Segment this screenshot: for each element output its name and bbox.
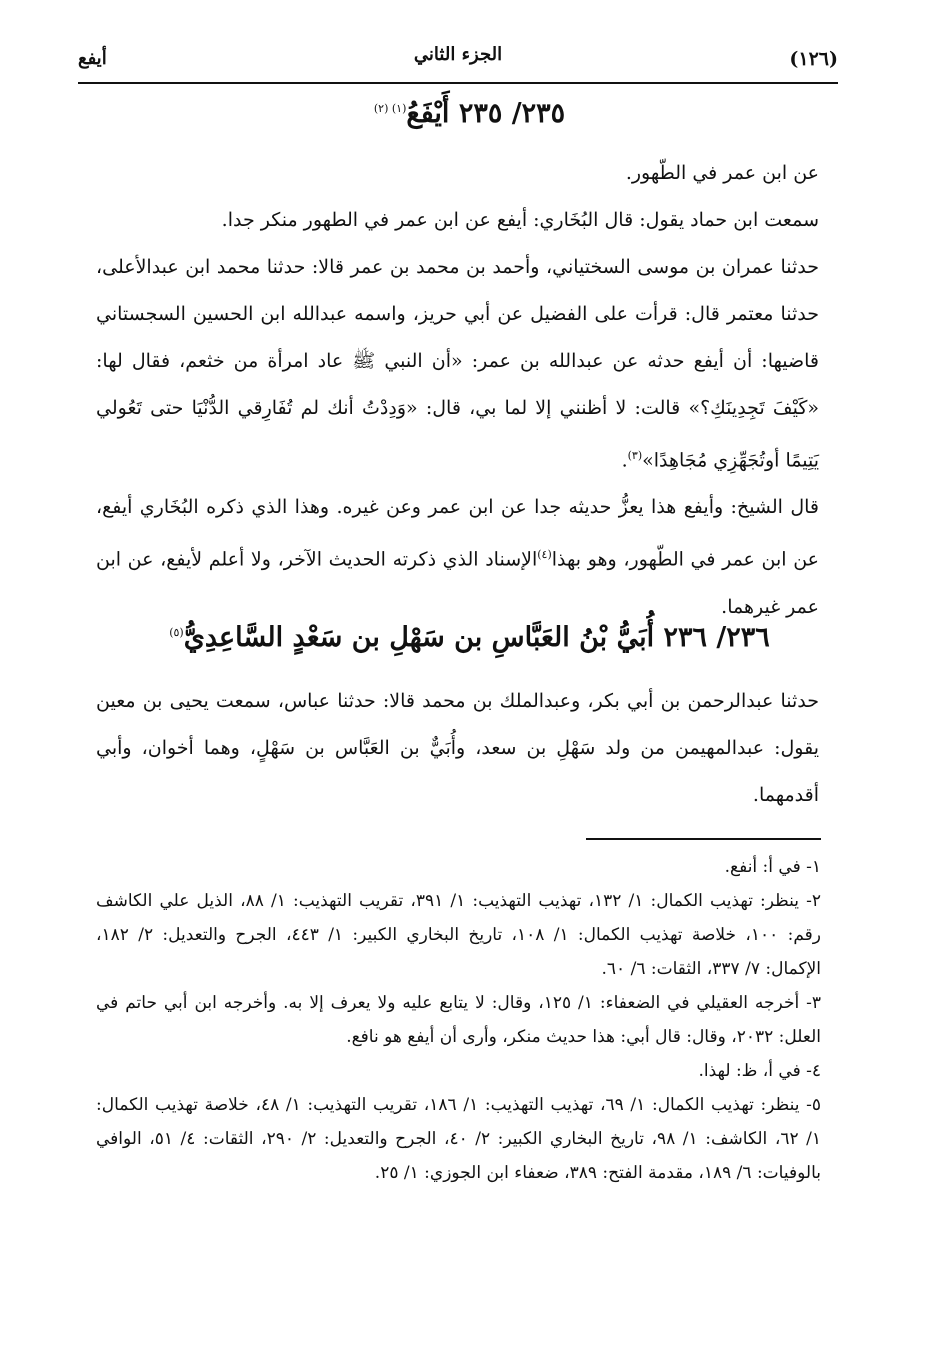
entry-236-title	[80, 622, 859, 653]
entry-235-paragraph-4	[96, 484, 819, 630]
entry-235-title	[80, 98, 859, 129]
footnotes	[96, 850, 821, 1190]
entry-235-paragraph-4-text-a: قال الشيخ: وأيفع هذا يعزُّ حديثه جدا عن ابن عمر وعن غيره. وهذا الذي ذكره البُخَاري أيفع، عن ابن عمر في الطّهور، وهو بهذا	[96, 496, 819, 571]
entry-235-paragraph-3-end: .	[621, 449, 628, 472]
footnote-separator	[586, 838, 821, 840]
footnote-ref-4: (٤)	[537, 548, 552, 562]
footnote-3: ٣- أخرجه العقيلي في الضعفاء: ١/ ١٢٥، وقال: لا يتابع عليه ولا يعرف إلا به. وأخرجه ابن أبي حاتم في العلل: ٢٠٣٢، وقال: قال أبي: هذا حديث منكر، وأرى أن أيفع هو نافع.	[96, 993, 821, 1047]
entry-235-paragraph-1: عن ابن عمر في الطّهور.	[625, 162, 819, 184]
entry-235-title-refs: (١) (٢)	[373, 102, 407, 115]
part-title: الجزء الثاني	[413, 44, 503, 65]
entry-236-title-ref: (٥)	[169, 626, 184, 639]
page-number: (١٢٦)	[789, 48, 838, 70]
footnote-5: ٥- ينظر: تهذيب الكمال: ١/ ٦٩، تهذيب التهذيب: ١/ ١٨٦، تقريب التهذيب: ١/ ٤٨، خلاصة تهذيب الكمال: ١/ ٦٢، الكاشف: ١/ ٩٨، تاريخ البخاري الكبير: ٢/ ٤٠، الجرح والتعديل: ٢/ ٢٩٠، الثقات: ٤/ ٥١، الوافي بالوفيات: ٦/ ١٨٩، مقدمة الفتح: ٣٨٩، ضعفاء ابن الجوزي: ١/ ٢٥.	[96, 1095, 822, 1183]
footnote-2: ٢- ينظر: تهذيب الكمال: ١/ ١٣٢، تهذيب التهذيب: ١/ ٣٩١، تقريب التهذيب: ١/ ٨٨، الذيل علي الكاشف رقم: ١٠٠، خلاصة تهذيب الكمال: ١/ ١٠٨، تاريخ البخاري الكبير: ١/ ٤٤٣، الجرح والتعديل: ٢/ ١٨٢، الإكمال: ٧/ ٣٣٧، الثقات: ٦/ ٦٠.	[96, 891, 821, 979]
footnote-ref-3: (٣)	[627, 449, 643, 462]
entry-235-paragraph-3-text: حدثنا عمران بن موسى السختياني، وأحمد بن محمد بن عمر قالا: حدثنا محمد ابن عبدالأعلى، حدثنا معتمر قال: قرأت على الفضيل عن أبي حريز، واسمه عبدالله ابن الحسين السجستاني قاضيها: أن أيفع حدثه عن عبدالله بن عمر: «أن النبي ﷺ عاد امرأة من خثعم، فقال لها: «كَيْفَ تَجِدِينَكِ؟» قالت: لا أظنني إلا لما بي، قال: «وَدِدْتُ أنك لم تُفَارِقي الدُّنْيَا حتى تَعُولي يَتِيمًا أوتُجَهِّزِي مُجَاهِدًا»	[96, 256, 819, 472]
entry-236-title-text: ٢٣٦/ ٢٣٦ أُبَيُّ بْنُ العَبَّاسِ بن سَهْلِ بن سَعْدٍ السَّاعِدِيُّ	[183, 622, 770, 653]
footnote-1: ١- في أ: أنفع.	[724, 857, 821, 877]
entry-235-paragraph-3	[96, 244, 819, 484]
entry-235-title-text: ٢٣٥/ ٢٣٥ أَيْفَعُ	[406, 98, 566, 129]
entry-235-paragraph-2: سمعت ابن حماد يقول: قال البُخَاري: أيفع عن ابن عمر في الطهور منكر جدا.	[221, 209, 819, 231]
entry-236-paragraph-1: حدثنا عبدالرحمن بن أبي بكر، وعبدالملك بن محمد قالا: حدثنا عباس، سمعت يحيى بن معين يقول: عبدالمهيمن من ولد سَهْلِ بن سعد، وأُبَيٌّ بن العَبَّاس بن سَهْلٍ، وهما أخوان، وأبي أقدمهما.	[96, 690, 819, 806]
entry-235-paragraph-4-text-b: الإسناد الذي ذكرته الحديث الآخر، ولا أعلم لأيفع، عن ابن عمر غيرهما.	[96, 548, 819, 618]
entry-236-body	[96, 678, 819, 819]
footnote-4: ٤- في أ، ظ: لهذا.	[698, 1061, 821, 1081]
entry-235-body	[96, 150, 819, 631]
header-entry-word: أيفع	[78, 48, 107, 69]
running-header	[78, 42, 838, 84]
